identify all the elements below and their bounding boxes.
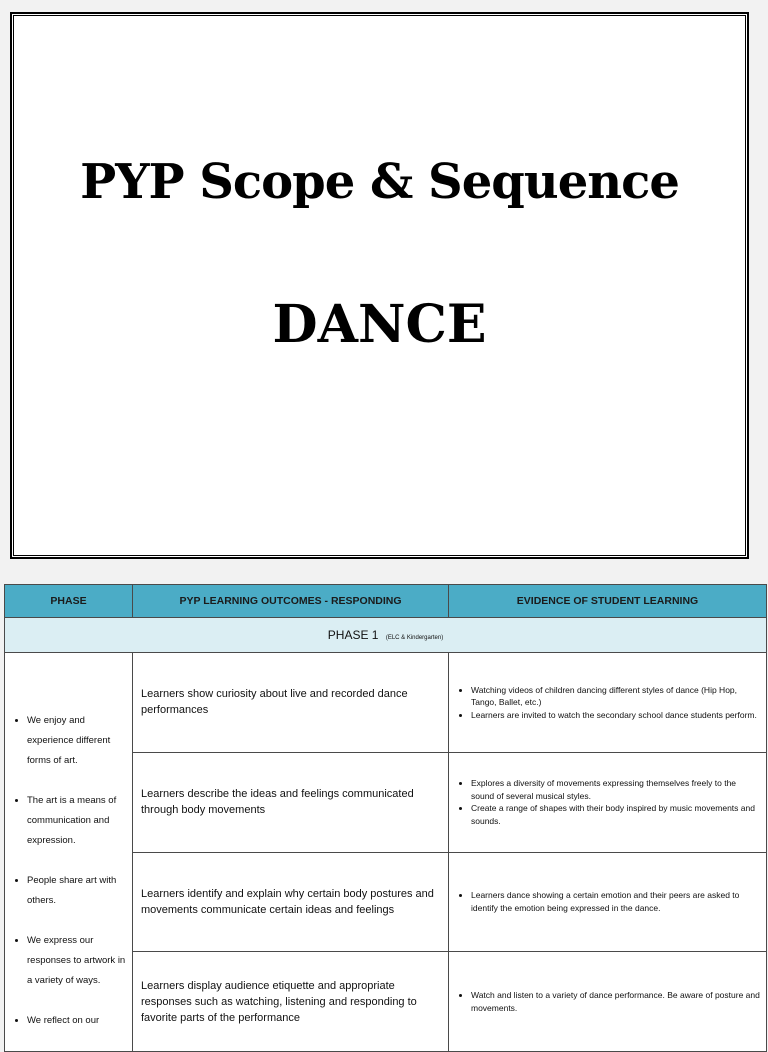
scope-sequence-table [4,584,767,1052]
cover-title: PYP Scope & Sequence [80,154,679,210]
evidence-item: • Learners dance showing a certain emotion and their peers are asked to identify the emotion being expressed in the dance. [471,889,760,914]
header-evidence: EVIDENCE OF STUDENT LEARNING [449,585,767,618]
phase-cell [5,618,767,653]
evidence-cell [449,952,767,1052]
concepts-cell [5,653,133,1052]
outcome-cell: Learners display audience etiquette and appropriate responses such as watching, listening and responding to favorite parts of the performance [133,952,449,1052]
phase-note: (ELC & Kindergarten) [385,635,444,641]
evidence-item: • Watch and listen to a variety of dance performance. Be aware of posture and movements. [471,989,760,1014]
cover-page [11,13,748,558]
evidence-item: • Create a range of shapes with their body inspired by music movements and sounds. [471,802,760,827]
concept-item: • The art is a means of communication and expression. [27,791,132,851]
outcome-cell: Learners identify and explain why certain body postures and movements communicate certain ideas and feelings [133,852,449,952]
evidence-cell [449,653,767,753]
phase-label: PHASE 1 [327,628,379,642]
table-row [5,653,767,753]
concepts-list [5,711,132,1031]
header-outcomes: PYP LEARNING OUTCOMES - RESPONDING [133,585,449,618]
outcome-cell: Learners describe the ideas and feelings communicated through body movements [133,752,449,852]
evidence-cell [449,752,767,852]
table-header-row [5,585,767,618]
evidence-item: • Learners are invited to watch the secondary school dance students perform. [471,709,760,722]
evidence-item: • Explores a diversity of movements expressing themselves freely to the sound of several musical styles. [471,777,760,802]
concept-item: • We reflect on our [27,1011,132,1031]
outcome-cell: Learners show curiosity about live and recorded dance performances [133,653,449,753]
evidence-cell [449,852,767,952]
header-phase: PHASE [5,585,133,618]
concept-item: • People share art with others. [27,871,132,911]
cover-subtitle: DANCE [272,294,487,355]
evidence-item: • Watching videos of children dancing different styles of dance (Hip Hop, Tango, Ballet, etc.) [471,684,760,709]
phase-row [5,618,767,653]
concept-item: • We express our responses to artwork in a variety of ways. [27,931,132,991]
concept-item: • We enjoy and experience different forms of art. [27,711,132,771]
